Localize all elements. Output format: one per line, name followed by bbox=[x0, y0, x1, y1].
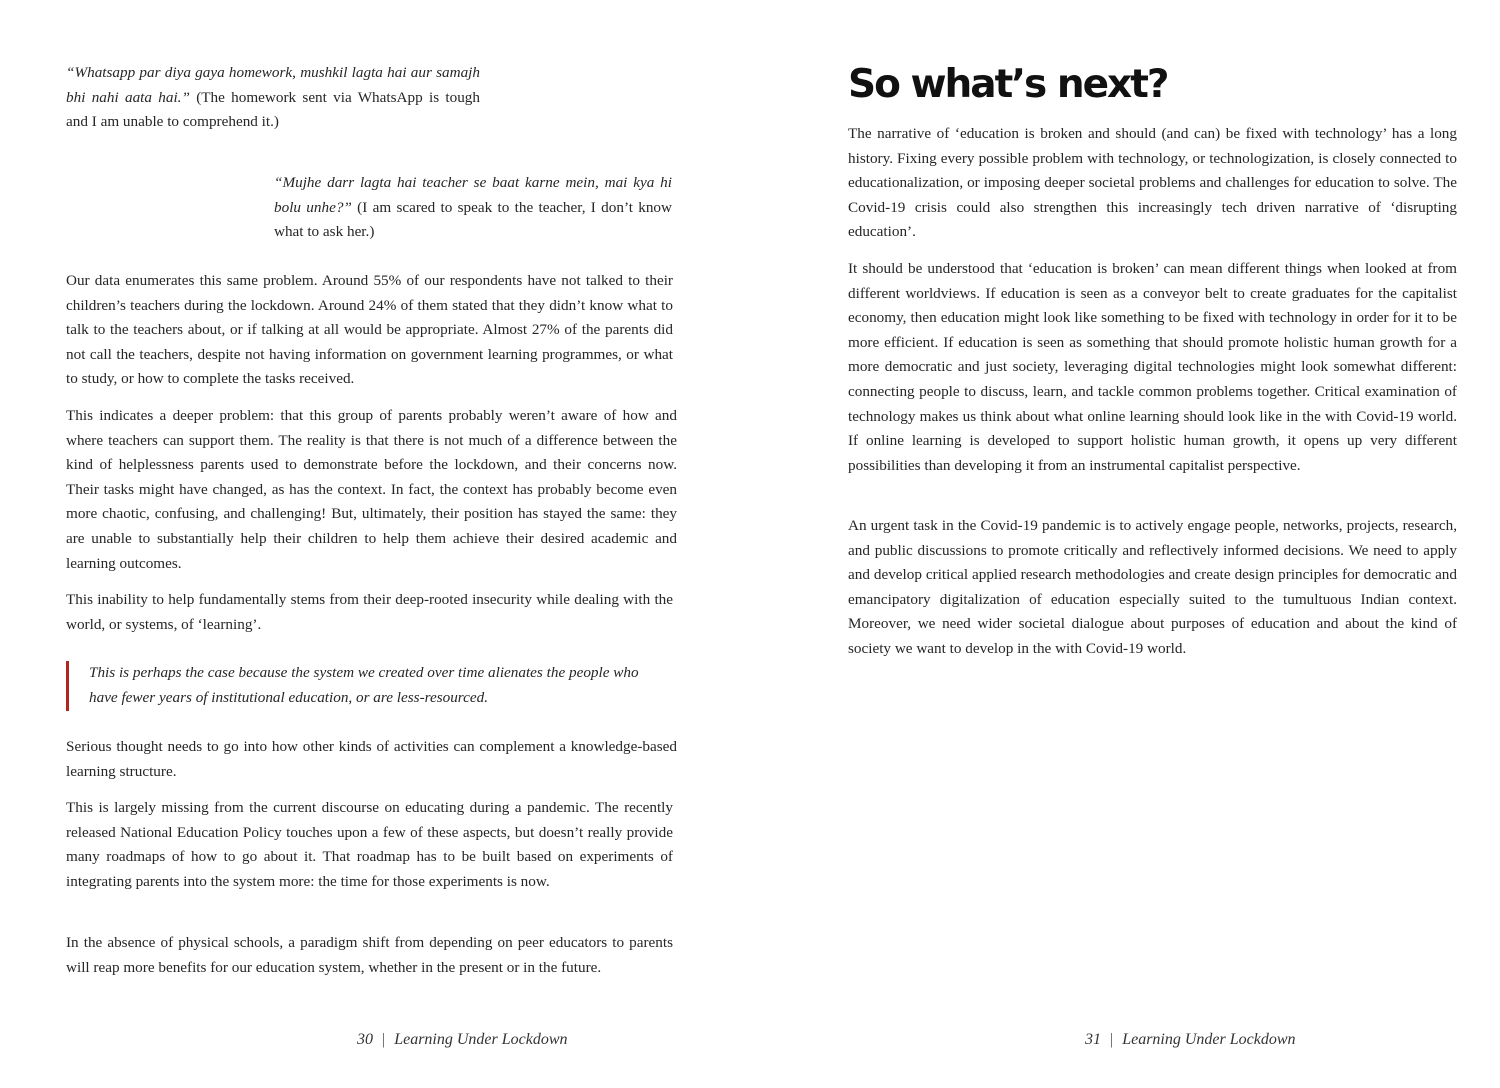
book-title: Learning Under Lockdown bbox=[1122, 1031, 1296, 1048]
quote-whatsapp-original: “Whatsapp par diya gaya homework, mushkil lagta hai aur samajh bhi nahi aata hai.” bbox=[66, 64, 480, 106]
paragraph-deeper-problem: This indicates a deeper problem: that this group of parents probably weren’t aware of how and where teachers can support them. The reality is that there is not much of a difference between the kind of helplessness parents used to demonstrate before the lockdown, and their concerns now. Their tasks might have changed, as has the context. In fact, the context has probably become even more chaotic, confusing, and challenging! But, ultimately, their position has stayed the same: they are unable to substantially help their children to help them achieve their desired academic and learning outcomes. bbox=[66, 407, 677, 572]
footer-separator: | bbox=[1110, 1031, 1114, 1048]
quote-teacher-translation: (I am scared to speak to the teacher, I don’t know what to ask her.) bbox=[274, 198, 672, 241]
footer-separator: | bbox=[382, 1031, 386, 1048]
quote-whatsapp bbox=[66, 61, 480, 135]
section-heading: So what’s next? bbox=[848, 62, 1168, 107]
page-footer-right bbox=[1085, 1031, 1485, 1049]
pull-quote-text: This is perhaps the case because the system we created over time alienates the people who have fewer years of institutional education, or are less-resourced. bbox=[89, 664, 639, 706]
right-page bbox=[750, 0, 1500, 1088]
paragraph-data-enumerates: Our data enumerates this same problem. Around 55% of our respondents have not talked to their children’s teachers during the lockdown. Around 24% of them stated that they didn’t know what to talk to the teachers about, or if talking at all would be appropriate. Almost 27% of the parents did not call the teachers, despite not having information on government learning programmes, or what to study, or how to complete the tasks received. bbox=[66, 272, 673, 388]
paragraph-urgent-task: An urgent task in the Covid-19 pandemic is to actively engage people, networks, projects, research, and public discussions to promote critically and reflectively informed decisions. We need to apply and develop critical applied research methodologies and create design principles for democratic and emancipatory digitalization of education especially suited to the tumultuous Indian context. Moreover, we need wider societal dialogue about purposes of education and about the kind of society we want to develop in the with Covid-19 world. bbox=[848, 517, 1457, 657]
quote-whatsapp-translation: (The homework sent via WhatsApp is tough and I am unable to comprehend it.) bbox=[66, 88, 480, 131]
paragraph-inability: This inability to help fundamentally stems from their deep-rooted insecurity while dealing with the world, or systems, of ‘learning’. bbox=[66, 591, 673, 633]
paragraph-serious-thought: Serious thought needs to go into how other kinds of activities can complement a knowledge-based learning structure. bbox=[66, 738, 677, 780]
quote-teacher-original: “Mujhe darr lagta hai teacher se baat karne mein, mai kya hi bolu unhe?” bbox=[274, 174, 672, 216]
pull-quote bbox=[66, 661, 649, 711]
page-number: 31 bbox=[1085, 1031, 1101, 1048]
page-number: 30 bbox=[357, 1031, 373, 1048]
paragraph-narrative: The narrative of ‘education is broken and should (and can) be fixed with technology’ has a long history. Fixing every possible problem with technology, or technologization, is closely connected to educationalization, or imposing deeper societal problems and challenges for education to solve. The Covid-19 crisis could also strengthen this increasingly tech driven narrative of ‘disrupting education’. bbox=[848, 125, 1457, 241]
book-title: Learning Under Lockdown bbox=[394, 1031, 568, 1048]
page-footer-left bbox=[357, 1031, 757, 1049]
paragraph-worldviews: It should be understood that ‘education is broken’ can mean different things when looked at from different worldviews. If education is seen as a conveyor belt to create graduates for the capitalist economy, then education might look like something to be fixed with technology in order for it to be more efficient. If education is seen as something that should promote holistic human growth for a more democratic and just society, leveraging digital technologies might look somewhat different: connecting people to discuss, learn, and tackle common problems together. Critical examination of technology makes us think about what online learning should look like in the with Covid-19 world. If online learning is developed to support holistic human growth, it opens up very different possibilities than developing it from an instrumental capitalist perspective. bbox=[848, 260, 1457, 474]
paragraph-absence-of-schools: In the absence of physical schools, a paradigm shift from depending on peer educators to parents will reap more benefits for our education system, whether in the present or in the future. bbox=[66, 934, 673, 976]
paragraph-largely-missing: This is largely missing from the current discourse on educating during a pandemic. The recently released National Education Policy touches upon a few of these aspects, but doesn’t really provide many roadmaps of how to go about it. That roadmap has to be built based on experiments of integrating parents into the system more: the time for those experiments is now. bbox=[66, 799, 673, 890]
quote-teacher bbox=[274, 171, 672, 245]
